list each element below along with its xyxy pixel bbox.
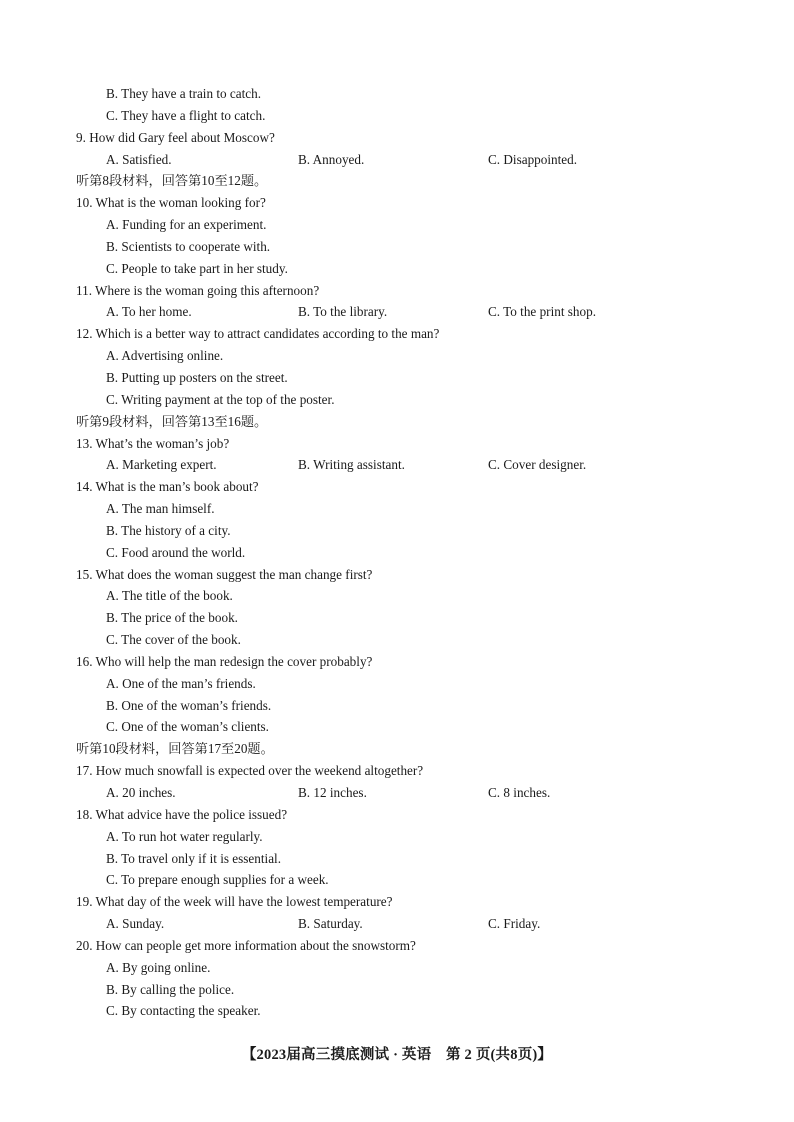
answer-option: A. The man himself.: [106, 501, 215, 517]
answer-option: C. To the print shop.: [488, 304, 596, 320]
answer-option: B. One of the woman’s friends.: [106, 697, 272, 713]
answer-option: B. 12 inches.: [298, 785, 367, 800]
answer-option: B. Saturday.: [298, 916, 363, 932]
answer-option: B. To travel only if it is essential.: [106, 850, 282, 866]
answer-option: A. Satisfied.: [106, 151, 172, 167]
answer-option: B. Annoyed.: [298, 151, 365, 167]
section-instruction: 听第10段材料，回答第17至20题。: [76, 741, 274, 757]
answer-option: C. Food around the world.: [106, 544, 246, 560]
answer-option: B. To the library.: [298, 304, 388, 320]
answer-option: A. By going online.: [106, 959, 211, 975]
question: 18. What advice have the police issued?: [76, 806, 288, 822]
answer-options-row: [0, 301, 794, 323]
answer-option: B. Putting up posters on the street.: [106, 369, 288, 385]
answer-option: A. To her home.: [106, 304, 192, 320]
question: 16. Who will help the man redesign the cover probably?: [76, 653, 373, 669]
question: 17. How much snowfall is expected over the weekend altogether?: [76, 763, 424, 779]
question: 15. What does the woman suggest the man change first?: [76, 566, 373, 582]
answer-option: B. Scientists to cooperate with.: [106, 238, 271, 254]
answer-option: C. Friday.: [488, 916, 541, 932]
answer-option: C. The cover of the book.: [106, 632, 241, 648]
answer-options-row: [0, 454, 794, 476]
answer-option: B. The history of a city.: [106, 522, 231, 538]
question: 20. How can people get more information about the snowstorm?: [76, 937, 416, 953]
answer-option: C. Cover designer.: [488, 457, 587, 473]
answer-option: A. Advertising online.: [106, 348, 224, 364]
answer-option: A. The title of the book.: [106, 588, 233, 604]
answer-option: C. One of the woman’s clients.: [106, 719, 269, 735]
answer-option: C. Disappointed.: [488, 151, 578, 167]
answer-options-row: [0, 913, 794, 935]
answer-option: B. They have a train to catch.: [106, 86, 262, 101]
answer-options-row: [0, 782, 794, 804]
answer-option: A. Sunday.: [106, 916, 165, 932]
page-footer: 【2023届高三摸底测试 · 英语 第 2 页(共8页)】: [241, 1047, 553, 1063]
section-instruction: 听第8段材料，回答第10至12题。: [76, 173, 268, 189]
question: 10. What is the woman looking for?: [76, 195, 266, 211]
answer-option: C. By contacting the speaker.: [106, 1003, 261, 1019]
answer-option: B. By calling the police.: [106, 981, 235, 997]
answer-option: C. Writing payment at the top of the poster.: [106, 391, 335, 407]
answer-option: A. One of the man’s friends.: [106, 675, 256, 691]
answer-option: B. The price of the book.: [106, 610, 238, 626]
question: 11. Where is the woman going this afternoon?: [76, 282, 320, 298]
question: 13. What’s the woman’s job?: [76, 435, 230, 451]
answer-option: A. 20 inches.: [106, 785, 176, 800]
section-instruction: 听第9段材料，回答第13至16题。: [76, 413, 268, 429]
question: 14. What is the man’s book about?: [76, 479, 259, 495]
answer-option: A. Funding for an experiment.: [106, 217, 267, 233]
exam-page-body: [0, 83, 794, 1022]
answer-options-row: [0, 149, 794, 171]
answer-option: C. To prepare enough supplies for a week.: [106, 872, 329, 888]
question: 9. How did Gary feel about Moscow?: [76, 129, 275, 145]
question: 19. What day of the week will have the lowest temperature?: [76, 894, 393, 910]
answer-option: C. 8 inches.: [488, 785, 551, 800]
answer-option: B. Writing assistant.: [298, 457, 405, 473]
answer-option: C. People to take part in her study.: [106, 260, 288, 276]
answer-option: A. Marketing expert.: [106, 457, 217, 473]
answer-option: A. To run hot water regularly.: [106, 828, 263, 844]
question: 12. Which is a better way to attract candidates according to the man?: [76, 326, 440, 342]
answer-option: C. They have a flight to catch.: [106, 107, 266, 123]
